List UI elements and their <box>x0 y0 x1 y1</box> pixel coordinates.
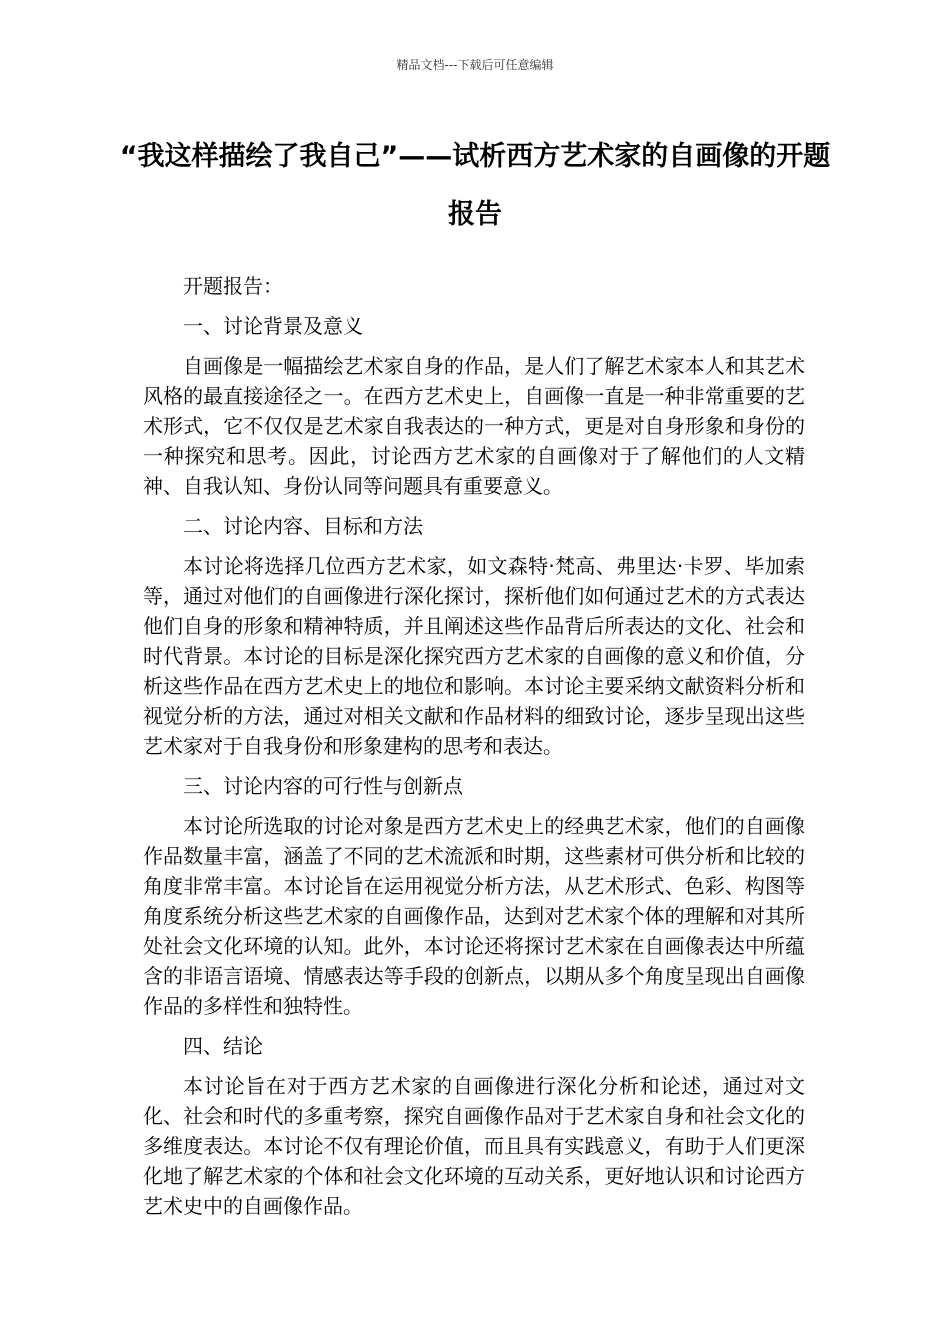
intro-label: 开题报告： <box>183 274 283 298</box>
section-1-body: 自画像是一幅描绘艺术家自身的作品，是人们了解艺术家本人和其艺术风格的最直接途径之一。在西方艺术史上，自画像一直是一种非常重要的艺术形式，它不仅仅是艺术家自我表达的一种方式，更是对自身形象和身份的一种探究和思考。因此，讨论西方艺术家的自画像对于了解他们的人文精神、自我认知、身份认同等问题具有重要意义。 <box>143 354 805 498</box>
section-4-body: 本讨论旨在对于西方艺术家的自画像进行深化分析和论述，通过对文化、社会和时代的多重考察，探究自画像作品对于艺术家自身和社会文化的多维度表达。本讨论不仅有理论价值，而且具有实践意义，有助于人们更深化地了解艺术家的个体和社会文化环境的互动关系，更好地认识和讨论西方艺术史中的自画像作品。 <box>143 1074 805 1218</box>
section-1-heading: 一、讨论背景及意义 <box>183 314 363 338</box>
document-body <box>143 271 805 1231</box>
section-3-heading: 三、讨论内容的可行性与创新点 <box>183 774 463 798</box>
page-header: 精品文档---下载后可任意编辑 <box>396 58 554 72</box>
document-title: “我这样描绘了我自己”——试析西方艺术家的自画像的开题报告 <box>119 141 831 230</box>
section-2-heading: 二、讨论内容、目标和方法 <box>183 514 423 538</box>
section-4-heading: 四、结论 <box>183 1034 263 1058</box>
section-2-body: 本讨论将选择几位西方艺术家，如文森特·梵高、弗里达·卡罗、毕加索等，通过对他们的自画像进行深化探讨，探析他们如何通过艺术的方式表达他们自身的形象和精神特质，并且阐述这些作品背后所表达的文化、社会和时代背景。本讨论的目标是深化探究西方艺术家的自画像的意义和价值，分析这些作品在西方艺术史上的地位和影响。本讨论主要采纳文献资料分析和视觉分析的方法，通过对相关文献和作品材料的细致讨论，逐步呈现出这些艺术家对于自我身份和形象建构的思考和表达。 <box>143 554 805 758</box>
section-3-body: 本讨论所选取的讨论对象是西方艺术史上的经典艺术家，他们的自画像作品数量丰富，涵盖了不同的艺术流派和时期，这些素材可供分析和比较的角度非常丰富。本讨论旨在运用视觉分析方法，从艺术形式、色彩、构图等角度系统分析这些艺术家的自画像作品，达到对艺术家个体的理解和对其所处社会文化环境的认知。此外，本讨论还将探讨艺术家在自画像表达中所蕴含的非语言语境、情感表达等手段的创新点，以期从多个角度呈现出自画像作品的多样性和独特性。 <box>143 814 805 1018</box>
